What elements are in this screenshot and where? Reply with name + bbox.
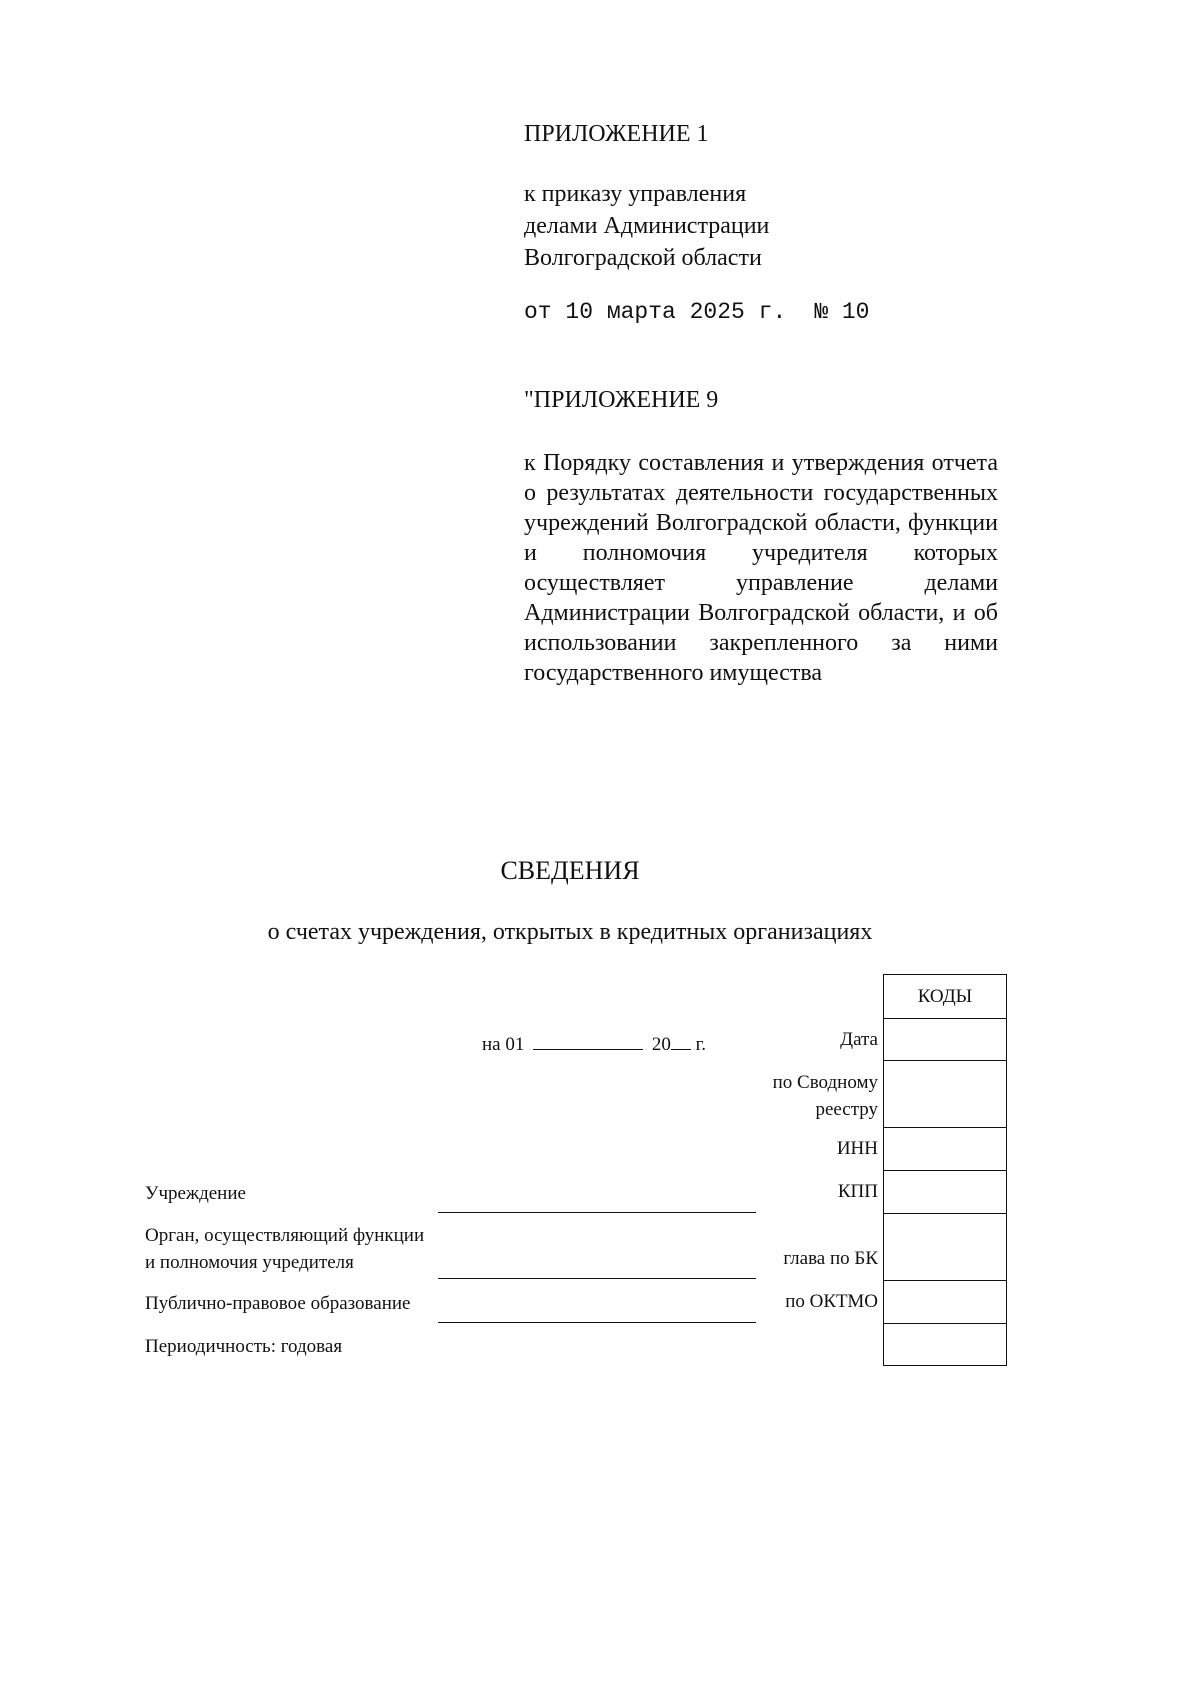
label-periodicity: Периодичность: годовая: [145, 1336, 343, 1357]
label-registry: [640, 1069, 878, 1123]
code-cell-date[interactable]: [883, 1018, 1007, 1061]
label-founder-line: Орган, осуществляющий функции: [145, 1225, 425, 1246]
founder-field-line[interactable]: [438, 1278, 756, 1279]
code-cell-bk-chapter[interactable]: [883, 1213, 1007, 1281]
document-title: СВЕДЕНИЯ: [500, 856, 640, 885]
label-kpp: КПП: [837, 1181, 878, 1202]
appendix9-title: "ПРИЛОЖЕНИЕ 9: [524, 387, 719, 413]
public-entity-field-line[interactable]: [438, 1322, 756, 1323]
order-reference: [524, 178, 769, 274]
appendix1-title: ПРИЛОЖЕНИЕ 1: [524, 121, 709, 147]
order-date: от 10 марта 2025 г.: [524, 299, 787, 325]
label-date: Дата: [840, 1029, 878, 1050]
code-cell-oktmo[interactable]: [883, 1280, 1007, 1324]
label-inn: ИНН: [836, 1138, 878, 1159]
label-bk-chapter: глава по БК: [783, 1248, 878, 1269]
label-oktmo: по ОКТМО: [785, 1291, 878, 1312]
date-prefix: на 01: [482, 1034, 525, 1055]
code-cell-periodicity[interactable]: [883, 1323, 1007, 1366]
year-suffix: г.: [695, 1034, 707, 1055]
label-founder: [145, 1222, 424, 1276]
label-registry-line: реестру: [815, 1099, 878, 1120]
label-institution: Учреждение: [145, 1183, 246, 1204]
document-subtitle: о счетах учреждения, открытых в кредитных организациях: [267, 919, 873, 945]
label-registry-line: по Сводному: [772, 1072, 878, 1093]
code-cell-registry[interactable]: [883, 1060, 1007, 1128]
order-line: Волгоградской области: [524, 245, 762, 271]
order-date-line: [524, 296, 869, 328]
label-public-entity: Публично-правовое образование: [145, 1293, 411, 1314]
codes-header: КОДЫ: [917, 986, 973, 1007]
order-line: к приказу управления: [524, 181, 747, 207]
order-number: № 10: [814, 299, 870, 325]
code-cell-inn[interactable]: [883, 1127, 1007, 1171]
appendix9-text: к Порядку составления и утверждения отчета о результатах деятельности государственных учреждений Волгоградской области, функции и полномочия учредителя которых осуществляет управление делами Администрации Волгоградской области, и об использовании закрепленного за ними государственного имущества: [524, 450, 998, 686]
date-blank[interactable]: [533, 1029, 643, 1050]
year-prefix: 20: [651, 1034, 671, 1055]
institution-field-line[interactable]: [438, 1212, 756, 1213]
codes-header-cell: [883, 974, 1007, 1019]
label-founder-line: и полномочия учредителя: [145, 1252, 354, 1273]
order-line: делами Администрации: [524, 213, 770, 239]
code-cell-kpp[interactable]: [883, 1170, 1007, 1214]
